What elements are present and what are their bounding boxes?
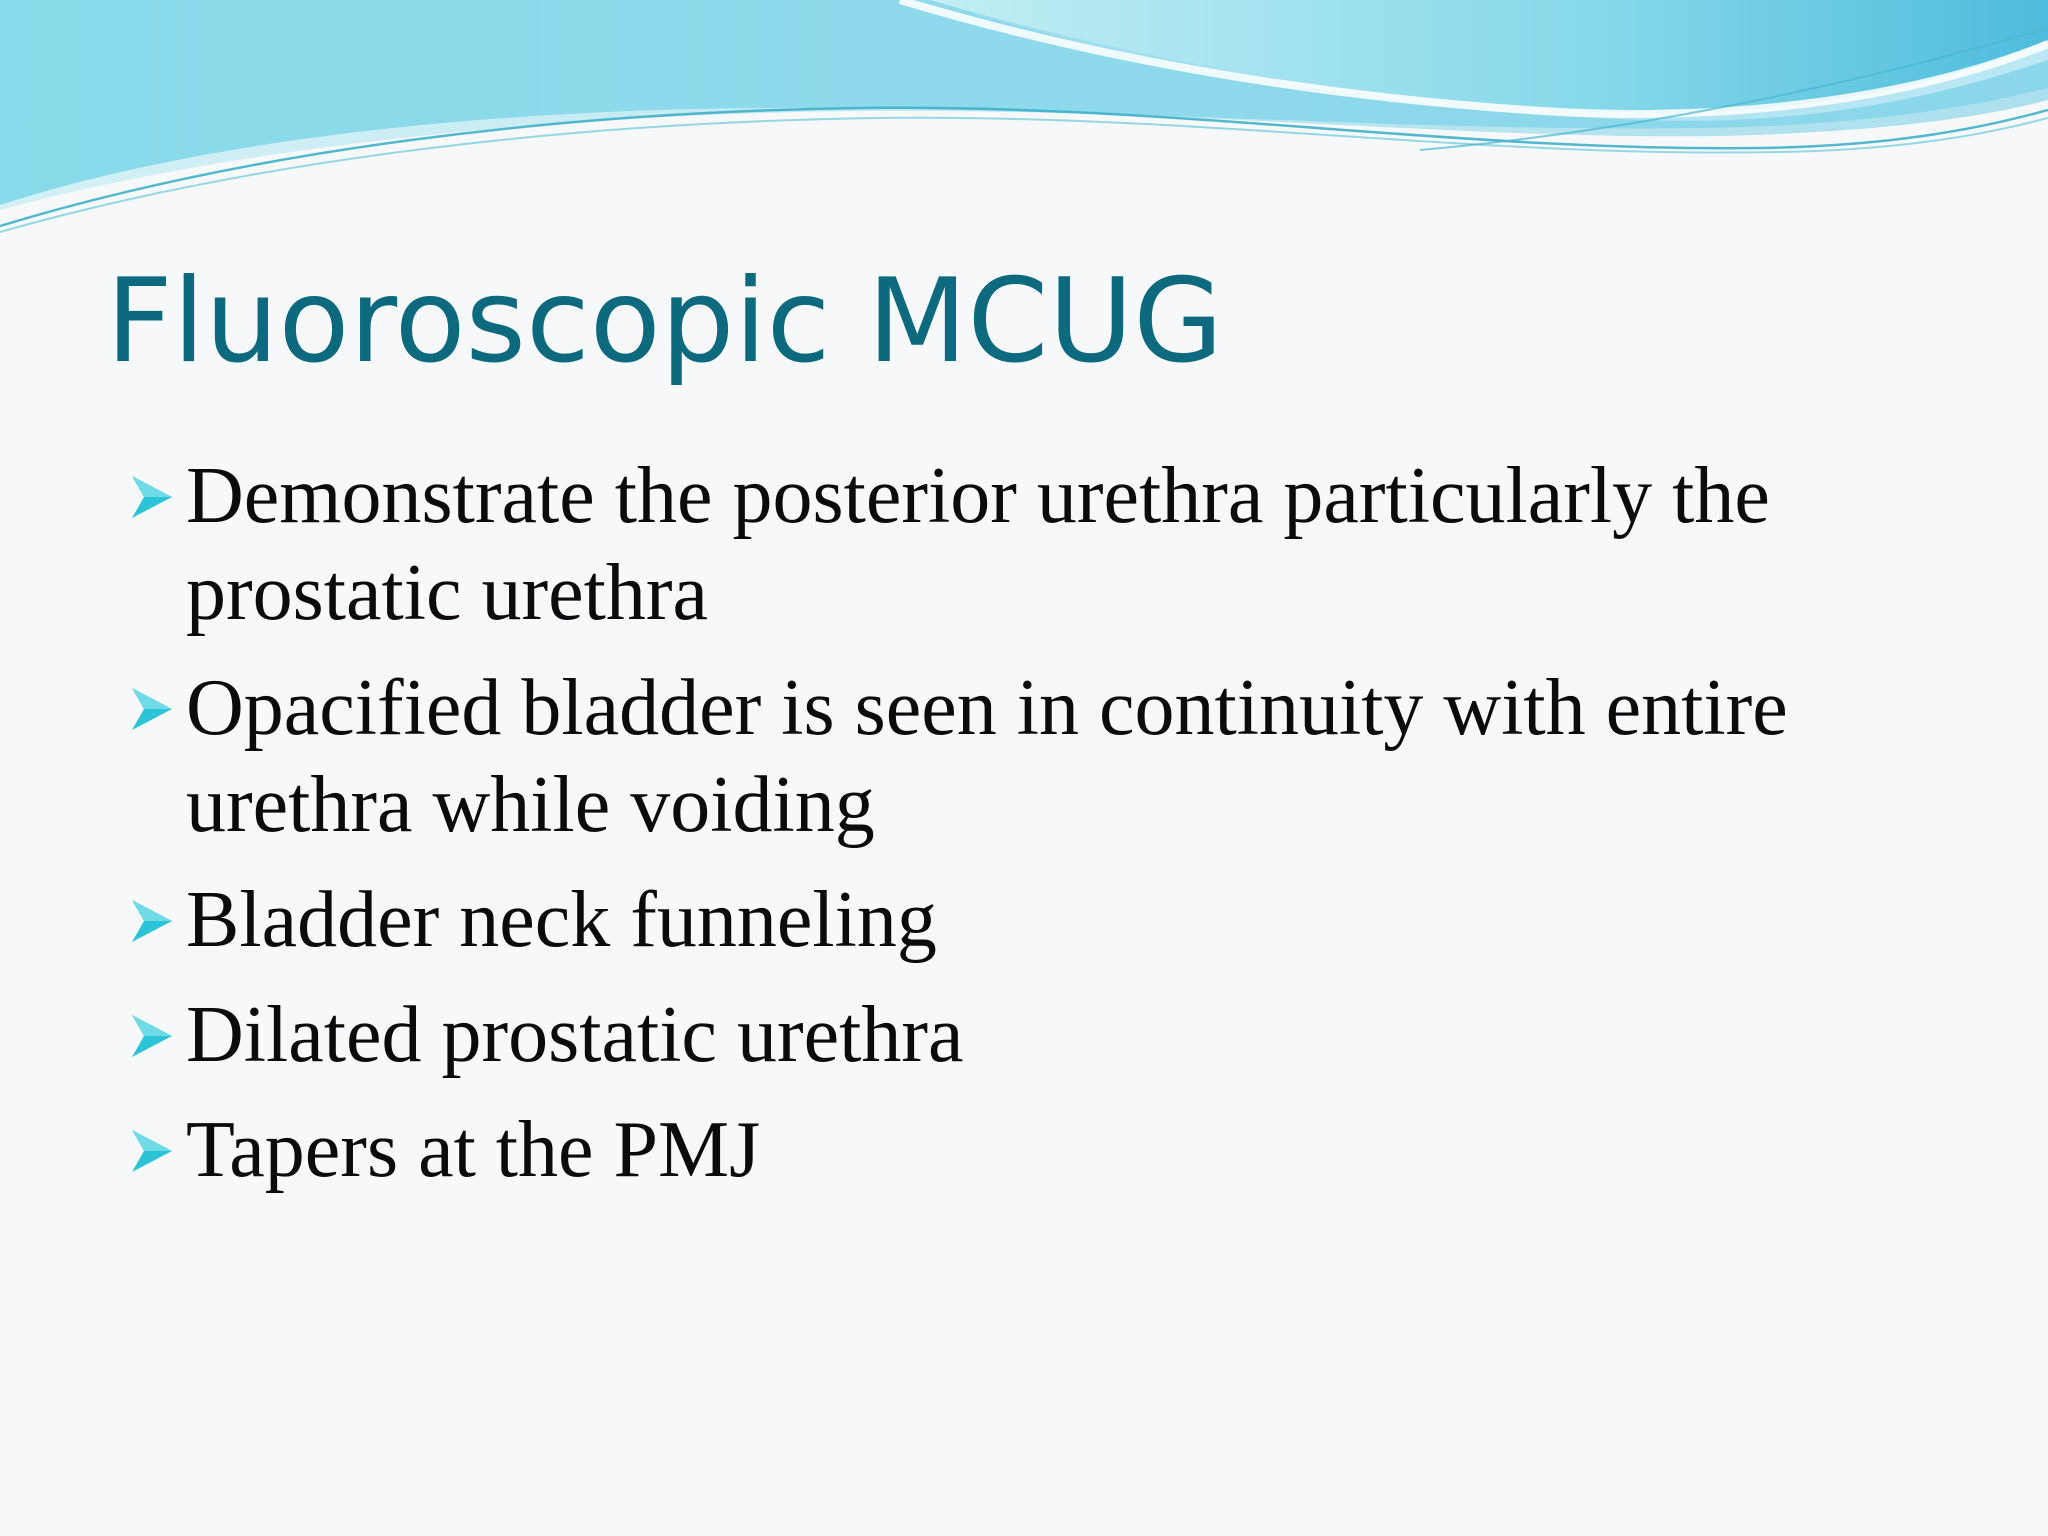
bullet-text: Demonstrate the posterior urethra particularly the prostatic urethra (186, 452, 1770, 637)
bullet-item (126, 987, 2006, 1084)
bullet-item (126, 872, 2006, 969)
arrow-bullet-icon (126, 1126, 176, 1176)
slide-title: Fluoroscopic MCUG (106, 254, 1224, 389)
bullet-item (126, 660, 2006, 854)
bullet-text: Bladder neck funneling (186, 876, 937, 964)
arrow-bullet-icon (126, 684, 176, 734)
bullet-list (126, 448, 2006, 1217)
bullet-text: Dilated prostatic urethra (186, 991, 964, 1079)
arrow-bullet-icon (126, 1011, 176, 1061)
arrow-bullet-icon (126, 472, 176, 522)
bullet-item (126, 448, 2006, 642)
arrow-bullet-icon (126, 896, 176, 946)
bullet-text: Tapers at the PMJ (186, 1106, 761, 1194)
bullet-text: Opacified bladder is seen in continuity with entire urethra while voiding (186, 664, 1788, 849)
decorative-wave-header (0, 0, 2048, 240)
bullet-item (126, 1102, 2006, 1199)
